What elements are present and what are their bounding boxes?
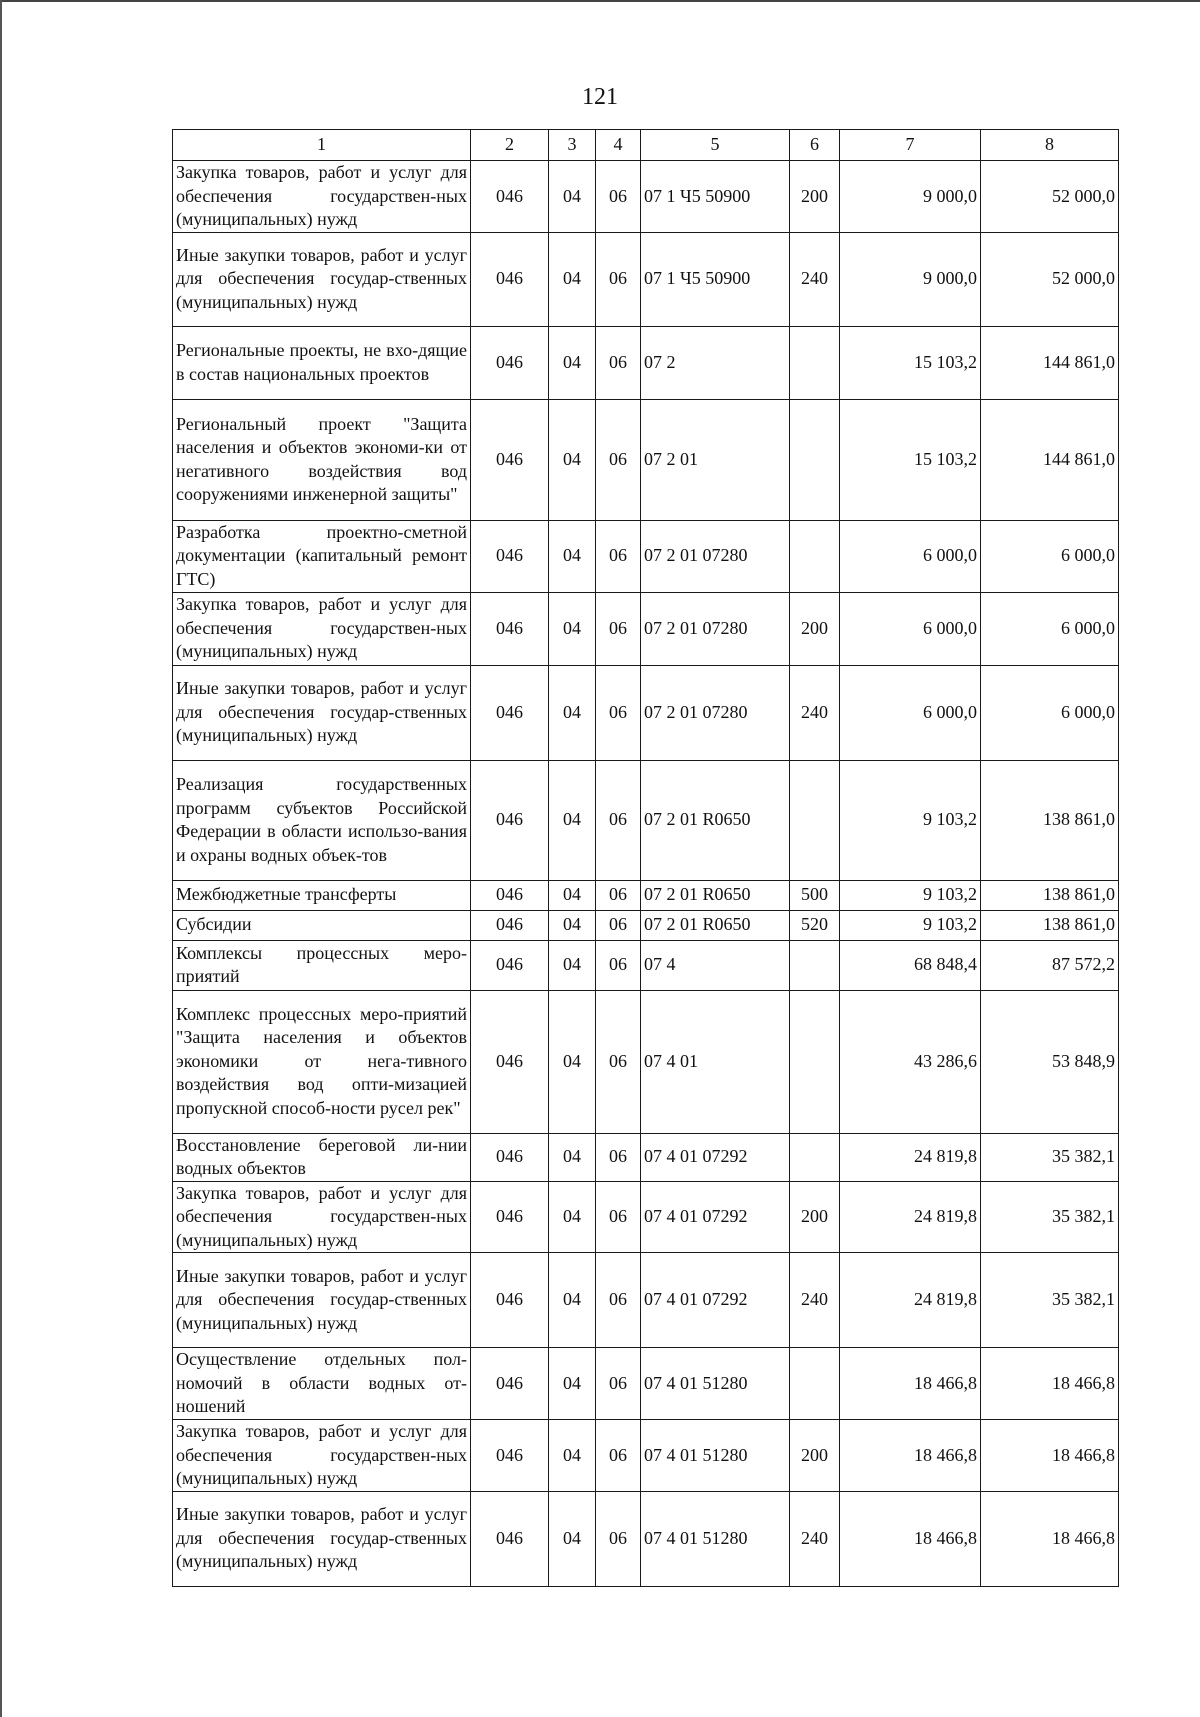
target-article-cell: 07 4 01 51280 [641, 1420, 790, 1492]
expense-type-cell [790, 399, 840, 520]
amount-year2-cell: 138 861,0 [981, 880, 1119, 910]
target-article-cell: 07 2 01 07280 [641, 592, 790, 665]
column-header: 7 [840, 130, 981, 161]
amount-year1-cell: 24 819,8 [840, 1181, 981, 1253]
target-article-cell: 07 4 01 51280 [641, 1348, 790, 1420]
expense-type-cell [790, 1348, 840, 1420]
section-code-cell: 04 [549, 990, 596, 1133]
amount-year1-cell: 24 819,8 [840, 1133, 981, 1181]
expense-type-cell [790, 990, 840, 1133]
ministry-code-cell: 046 [471, 1253, 549, 1348]
table-row [173, 520, 1119, 592]
ministry-code-cell: 046 [471, 1133, 549, 1181]
expense-type-cell: 500 [790, 880, 840, 910]
expense-type-cell: 240 [790, 665, 840, 760]
item-name-cell: Восстановление береговой ли-нии водных объектов [173, 1133, 471, 1181]
subsection-code-cell: 06 [596, 910, 641, 940]
section-code-cell: 04 [549, 1491, 596, 1586]
subsection-code-cell: 06 [596, 1348, 641, 1420]
target-article-cell: 07 4 [641, 940, 790, 990]
amount-year1-cell: 18 466,8 [840, 1491, 981, 1586]
section-code-cell: 04 [549, 1133, 596, 1181]
target-article-cell: 07 2 01 R0650 [641, 880, 790, 910]
section-code-cell: 04 [549, 399, 596, 520]
amount-year1-cell: 9 103,2 [840, 760, 981, 880]
ministry-code-cell: 046 [471, 1491, 549, 1586]
subsection-code-cell: 06 [596, 990, 641, 1133]
table-row [173, 665, 1119, 760]
item-name-cell: Комплекс процессных меро-приятий "Защита населения и объектов экономики от нега-тивного воздействия вод опти-мизацией пропускной способ-ности русел рек" [173, 990, 471, 1133]
amount-year2-cell: 18 466,8 [981, 1491, 1119, 1586]
subsection-code-cell: 06 [596, 1133, 641, 1181]
item-name-cell: Закупка товаров, работ и услуг для обеспечения государствен-ных (муниципальных) нужд [173, 1420, 471, 1492]
budget-table [172, 129, 1119, 1587]
column-header: 2 [471, 130, 549, 161]
ministry-code-cell: 046 [471, 1181, 549, 1253]
subsection-code-cell: 06 [596, 399, 641, 520]
item-name-cell: Закупка товаров, работ и услуг для обеспечения государствен-ных (муниципальных) нужд [173, 161, 471, 233]
target-article-cell: 07 2 01 R0650 [641, 910, 790, 940]
section-code-cell: 04 [549, 760, 596, 880]
column-header: 8 [981, 130, 1119, 161]
subsection-code-cell: 06 [596, 520, 641, 592]
expense-type-cell: 240 [790, 232, 840, 326]
column-header: 4 [596, 130, 641, 161]
target-article-cell: 07 2 [641, 326, 790, 399]
scan-edge-left [0, 0, 2, 1717]
amount-year2-cell: 138 861,0 [981, 910, 1119, 940]
section-code-cell: 04 [549, 326, 596, 399]
item-name-cell: Иные закупки товаров, работ и услуг для обеспечения государ-ственных (муниципальных) нужд [173, 1491, 471, 1586]
expense-type-cell [790, 520, 840, 592]
item-name-cell: Субсидии [173, 910, 471, 940]
subsection-code-cell: 06 [596, 1253, 641, 1348]
table-row [173, 990, 1119, 1133]
ministry-code-cell: 046 [471, 1420, 549, 1492]
table-row [173, 1420, 1119, 1492]
expense-type-cell [790, 326, 840, 399]
target-article-cell: 07 2 01 [641, 399, 790, 520]
amount-year1-cell: 15 103,2 [840, 326, 981, 399]
table-row [173, 326, 1119, 399]
section-code-cell: 04 [549, 1420, 596, 1492]
target-article-cell: 07 2 01 07280 [641, 665, 790, 760]
amount-year2-cell: 52 000,0 [981, 232, 1119, 326]
amount-year2-cell: 144 861,0 [981, 399, 1119, 520]
table-row [173, 592, 1119, 665]
amount-year2-cell: 144 861,0 [981, 326, 1119, 399]
item-name-cell: Региональные проекты, не вхо-дящие в состав национальных проектов [173, 326, 471, 399]
table-row [173, 1348, 1119, 1420]
column-header: 5 [641, 130, 790, 161]
target-article-cell: 07 4 01 07292 [641, 1253, 790, 1348]
section-code-cell: 04 [549, 910, 596, 940]
section-code-cell: 04 [549, 880, 596, 910]
subsection-code-cell: 06 [596, 592, 641, 665]
amount-year2-cell: 35 382,1 [981, 1133, 1119, 1181]
expense-type-cell [790, 1133, 840, 1181]
ministry-code-cell: 046 [471, 232, 549, 326]
subsection-code-cell: 06 [596, 940, 641, 990]
subsection-code-cell: 06 [596, 665, 641, 760]
column-header: 1 [173, 130, 471, 161]
amount-year1-cell: 24 819,8 [840, 1253, 981, 1348]
table-row [173, 1181, 1119, 1253]
ministry-code-cell: 046 [471, 940, 549, 990]
target-article-cell: 07 2 01 07280 [641, 520, 790, 592]
amount-year2-cell: 6 000,0 [981, 592, 1119, 665]
amount-year2-cell: 138 861,0 [981, 760, 1119, 880]
subsection-code-cell: 06 [596, 1181, 641, 1253]
table-row [173, 910, 1119, 940]
target-article-cell: 07 4 01 51280 [641, 1491, 790, 1586]
expense-type-cell: 240 [790, 1253, 840, 1348]
expense-type-cell [790, 940, 840, 990]
ministry-code-cell: 046 [471, 326, 549, 399]
amount-year1-cell: 6 000,0 [840, 520, 981, 592]
amount-year2-cell: 18 466,8 [981, 1420, 1119, 1492]
section-code-cell: 04 [549, 1348, 596, 1420]
ministry-code-cell: 046 [471, 399, 549, 520]
ministry-code-cell: 046 [471, 1348, 549, 1420]
expense-type-cell: 240 [790, 1491, 840, 1586]
target-article-cell: 07 4 01 [641, 990, 790, 1133]
table-row [173, 940, 1119, 990]
target-article-cell: 07 2 01 R0650 [641, 760, 790, 880]
amount-year1-cell: 43 286,6 [840, 990, 981, 1133]
table-row [173, 1253, 1119, 1348]
item-name-cell: Реализация государственных программ субъектов Российской Федерации в области использо-вания и охраны водных объек-тов [173, 760, 471, 880]
section-code-cell: 04 [549, 592, 596, 665]
amount-year1-cell: 18 466,8 [840, 1420, 981, 1492]
table-body [173, 161, 1119, 1587]
amount-year1-cell: 6 000,0 [840, 592, 981, 665]
target-article-cell: 07 4 01 07292 [641, 1181, 790, 1253]
expense-type-cell: 200 [790, 1181, 840, 1253]
table-row [173, 880, 1119, 910]
amount-year2-cell: 6 000,0 [981, 520, 1119, 592]
section-code-cell: 04 [549, 520, 596, 592]
ministry-code-cell: 046 [471, 760, 549, 880]
subsection-code-cell: 06 [596, 1491, 641, 1586]
amount-year2-cell: 35 382,1 [981, 1253, 1119, 1348]
amount-year1-cell: 9 103,2 [840, 910, 981, 940]
ministry-code-cell: 046 [471, 520, 549, 592]
table-row [173, 1491, 1119, 1586]
subsection-code-cell: 06 [596, 232, 641, 326]
item-name-cell: Комплексы процессных меро-приятий [173, 940, 471, 990]
section-code-cell: 04 [549, 1253, 596, 1348]
ministry-code-cell: 046 [471, 665, 549, 760]
item-name-cell: Закупка товаров, работ и услуг для обеспечения государствен-ных (муниципальных) нужд [173, 1181, 471, 1253]
amount-year2-cell: 6 000,0 [981, 665, 1119, 760]
section-code-cell: 04 [549, 161, 596, 233]
page-number: 121 [582, 84, 618, 110]
section-code-cell: 04 [549, 1181, 596, 1253]
ministry-code-cell: 046 [471, 990, 549, 1133]
column-header: 6 [790, 130, 840, 161]
expense-type-cell: 200 [790, 1420, 840, 1492]
amount-year2-cell: 87 572,2 [981, 940, 1119, 990]
expense-type-cell: 200 [790, 161, 840, 233]
amount-year1-cell: 9 000,0 [840, 232, 981, 326]
table-row [173, 161, 1119, 233]
expense-type-cell: 520 [790, 910, 840, 940]
scan-edge-top [0, 0, 1200, 2]
subsection-code-cell: 06 [596, 880, 641, 910]
ministry-code-cell: 046 [471, 910, 549, 940]
table-row [173, 399, 1119, 520]
ministry-code-cell: 046 [471, 880, 549, 910]
amount-year2-cell: 52 000,0 [981, 161, 1119, 233]
column-header: 3 [549, 130, 596, 161]
amount-year2-cell: 18 466,8 [981, 1348, 1119, 1420]
amount-year1-cell: 68 848,4 [840, 940, 981, 990]
amount-year2-cell: 53 848,9 [981, 990, 1119, 1133]
target-article-cell: 07 4 01 07292 [641, 1133, 790, 1181]
subsection-code-cell: 06 [596, 161, 641, 233]
table-row [173, 1133, 1119, 1181]
section-code-cell: 04 [549, 665, 596, 760]
table-row [173, 760, 1119, 880]
item-name-cell: Разработка проектно-сметной документации (капитальный ремонт ГТС) [173, 520, 471, 592]
item-name-cell: Межбюджетные трансферты [173, 880, 471, 910]
item-name-cell: Иные закупки товаров, работ и услуг для обеспечения государ-ственных (муниципальных) нужд [173, 232, 471, 326]
section-code-cell: 04 [549, 232, 596, 326]
amount-year1-cell: 9 103,2 [840, 880, 981, 910]
expense-type-cell [790, 760, 840, 880]
expense-type-cell: 200 [790, 592, 840, 665]
ministry-code-cell: 046 [471, 161, 549, 233]
subsection-code-cell: 06 [596, 760, 641, 880]
item-name-cell: Иные закупки товаров, работ и услуг для обеспечения государ-ственных (муниципальных) нужд [173, 665, 471, 760]
ministry-code-cell: 046 [471, 592, 549, 665]
subsection-code-cell: 06 [596, 1420, 641, 1492]
item-name-cell: Осуществление отдельных пол-номочий в области водных от-ношений [173, 1348, 471, 1420]
amount-year1-cell: 18 466,8 [840, 1348, 981, 1420]
amount-year2-cell: 35 382,1 [981, 1181, 1119, 1253]
table-header-row [173, 130, 1119, 161]
amount-year1-cell: 15 103,2 [840, 399, 981, 520]
item-name-cell: Иные закупки товаров, работ и услуг для обеспечения государ-ственных (муниципальных) нужд [173, 1253, 471, 1348]
table-row [173, 232, 1119, 326]
subsection-code-cell: 06 [596, 326, 641, 399]
target-article-cell: 07 1 Ч5 50900 [641, 232, 790, 326]
item-name-cell: Закупка товаров, работ и услуг для обеспечения государствен-ных (муниципальных) нужд [173, 592, 471, 665]
section-code-cell: 04 [549, 940, 596, 990]
amount-year1-cell: 6 000,0 [840, 665, 981, 760]
amount-year1-cell: 9 000,0 [840, 161, 981, 233]
target-article-cell: 07 1 Ч5 50900 [641, 161, 790, 233]
item-name-cell: Региональный проект "Защита населения и объектов экономи-ки от негативного воздействия вод сооружениями инженерной защиты" [173, 399, 471, 520]
